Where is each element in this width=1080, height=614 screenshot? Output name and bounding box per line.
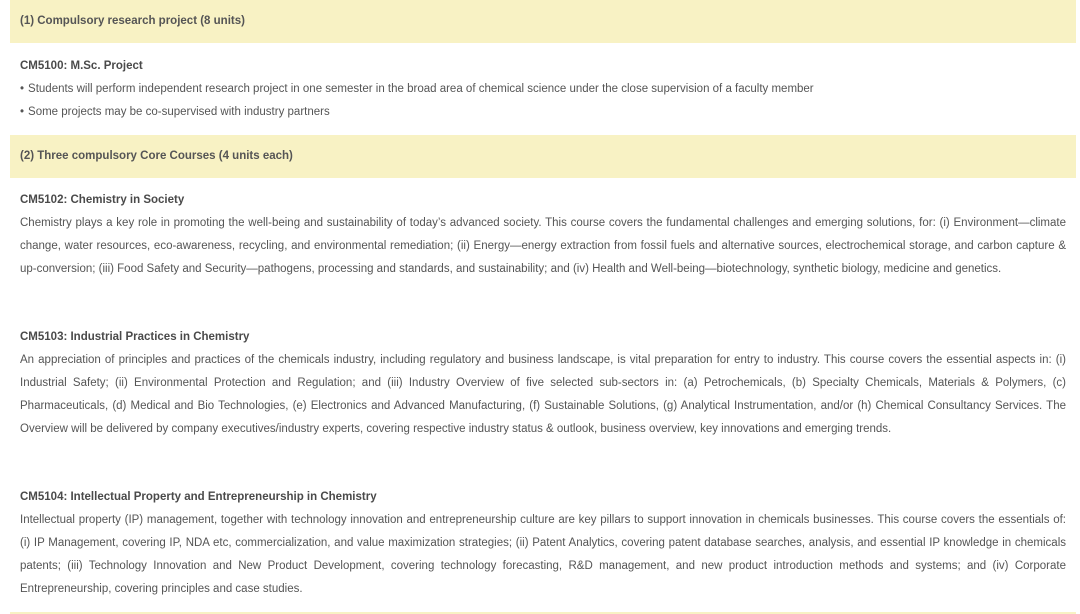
course-description: An appreciation of principles and practices of the chemicals industry, including regulatory and business landscape, is vital preparation for entry to industry. This course covers the essential aspects in: (i) Industrial Safety; (ii) Environmental Protection and Regulation; and (iii) Industry Overview of five selected sub-sectors in: (a) Petrochemicals, (b) Specialty Chemicals, Materials & Polymers, (c) Pharmaceuticals, (d) Medical and Bio Technologies, (e) Electronics and Advanced Manufacturing, (f) Sustainable Solutions, (g) Analytical Instrumentation, and/or (h) Chemical Consultancy Services. The Overview will be delivered by company executives/industry experts, covering respective industry status & outlook, business overview, key innovations and emerging trends. xyxy=(20,354,1066,435)
course-cm5100 xyxy=(20,58,1066,124)
course-cm5104 xyxy=(20,489,1066,601)
course-title: CM5104: Intellectual Property and Entrepreneurship in Chemistry xyxy=(20,491,377,503)
course-cm5102 xyxy=(20,192,1066,281)
section-header-core-courses: (2) Three compulsory Core Courses (4 units each) xyxy=(10,135,1076,178)
course-cm5103 xyxy=(20,329,1066,441)
course-title: CM5103: Industrial Practices in Chemistry xyxy=(20,331,250,343)
course-bullet-item xyxy=(20,78,1066,101)
course-bullet-item xyxy=(20,101,1066,124)
bullet-icon: • xyxy=(20,106,25,118)
course-bullet-text: Some projects may be co-supervised with industry partners xyxy=(28,106,330,118)
course-description: Chemistry plays a key role in promoting the well-being and sustainability of today’s advanced society. This course covers the fundamental challenges and emerging solutions, for: (i) Environment—climate change, water resources, eco-awareness, recycling, and environmental remediation; (ii) Energy—energy extraction from fossil fuels and alternative sources, electrochemical storage, and carbon capture & up-conversion; (iii) Food Safety and Security—pathogens, processing and standards, and sustainability; and (iv) Health and Well-being—biotechnology, synthetic biology, medicine and genetics. xyxy=(20,217,1066,275)
course-bullet-list xyxy=(20,78,1066,124)
course-bullet-text: Students will perform independent research project in one semester in the broad area of chemical science under the close supervision of a faculty member xyxy=(28,83,814,95)
course-description: Intellectual property (IP) management, together with technology innovation and entrepreneurship culture are key pillars to support innovation in chemicals businesses. This course covers the essentials of: (i) IP Management, covering IP, NDA etc, commercialization, and value maximization strategies; (ii) Patent Analytics, covering patent database searches, analysis, and essential IP knowledge in chemicals patents; (iii) Technology Innovation and New Product Development, covering technology forecasting, R&D management, and new product introduction methods and systems; and (iv) Corporate Entrepreneurship, covering principles and case studies. xyxy=(20,514,1066,595)
course-title: CM5102: Chemistry in Society xyxy=(20,194,185,206)
course-title: CM5100: M.Sc. Project xyxy=(20,60,143,72)
bullet-icon: • xyxy=(20,83,25,95)
section-header-research: (1) Compulsory research project (8 units) xyxy=(10,0,1076,43)
